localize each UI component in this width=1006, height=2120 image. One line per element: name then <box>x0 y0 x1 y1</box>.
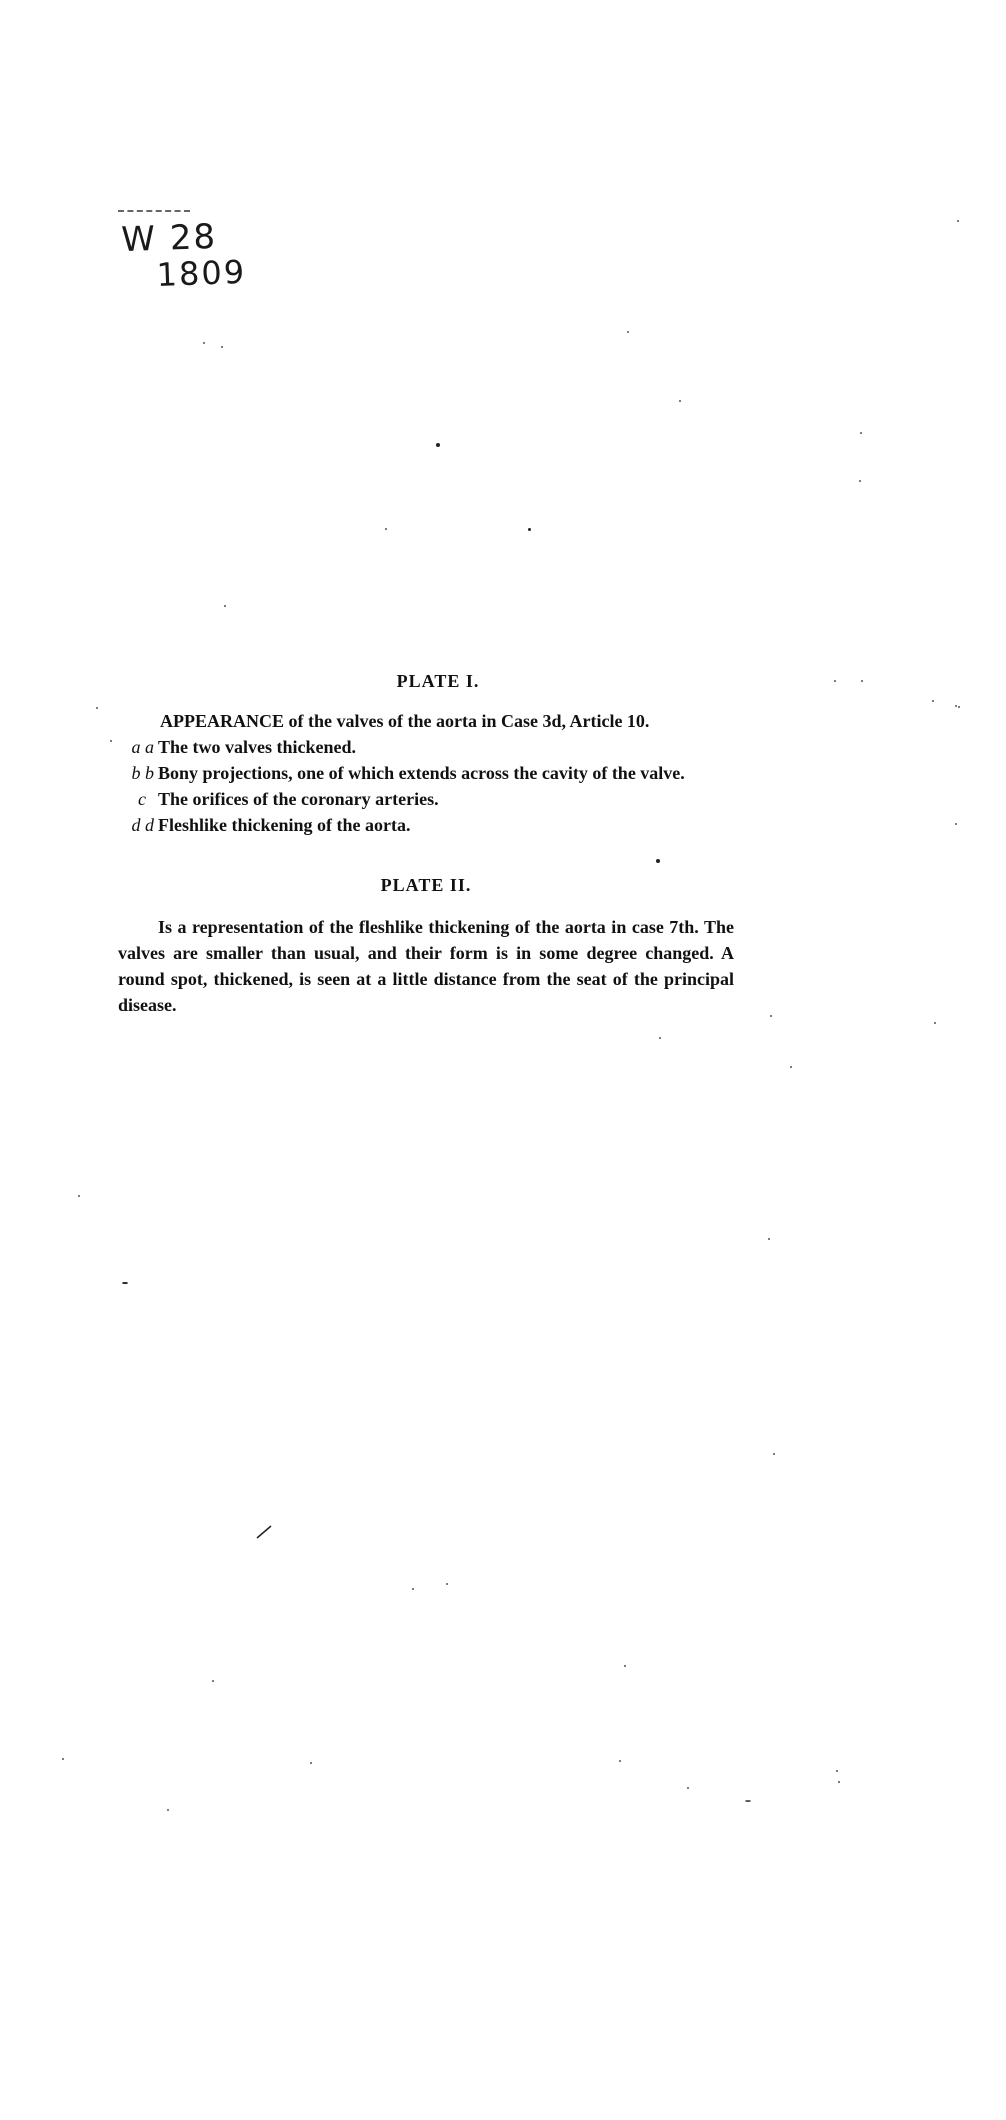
legend-key: d d <box>131 815 154 835</box>
pencil-mark <box>255 1522 275 1542</box>
legend-key: c <box>138 789 146 809</box>
legend-key: b b <box>131 763 154 783</box>
plate-descriptions <box>118 668 734 1018</box>
legend-key: a a <box>131 737 154 757</box>
legend-text: Fleshlike thickening of the aorta. <box>158 815 411 835</box>
plate-two-heading: PLATE II. <box>380 875 472 895</box>
plate-one-heading: PLATE I. <box>396 671 480 691</box>
legend-item <box>118 734 734 760</box>
catalog-mark-line1: W 28 <box>120 216 218 261</box>
legend-text: Bony projections, one of which extends across the cavity of the valve. <box>158 763 685 783</box>
plate-one-legend <box>118 734 734 838</box>
handwritten-catalog-mark <box>121 218 247 294</box>
catalog-mark-line2: 1809 <box>155 252 247 294</box>
legend-text: The two valves thickened. <box>158 737 356 757</box>
legend-text: The orifices of the coronary arteries. <box>158 789 439 809</box>
catalog-mark-dashes <box>118 210 190 214</box>
legend-item <box>118 812 734 838</box>
legend-item <box>118 786 734 812</box>
plate-two-section <box>118 872 734 1018</box>
plate-one-intro: APPEARANCE of the valves of the aorta in Case 3d, Article 10. <box>160 711 650 731</box>
legend-item <box>118 760 734 786</box>
plate-one-section <box>118 668 734 838</box>
plate-two-text: Is a representation of the fleshlike thickening of the aorta in case 7th. The valves are smaller than usual, and their form is in some degree changed. A round spot, thickened, is seen at a little distance from the seat of the principal disease. <box>118 917 734 1015</box>
